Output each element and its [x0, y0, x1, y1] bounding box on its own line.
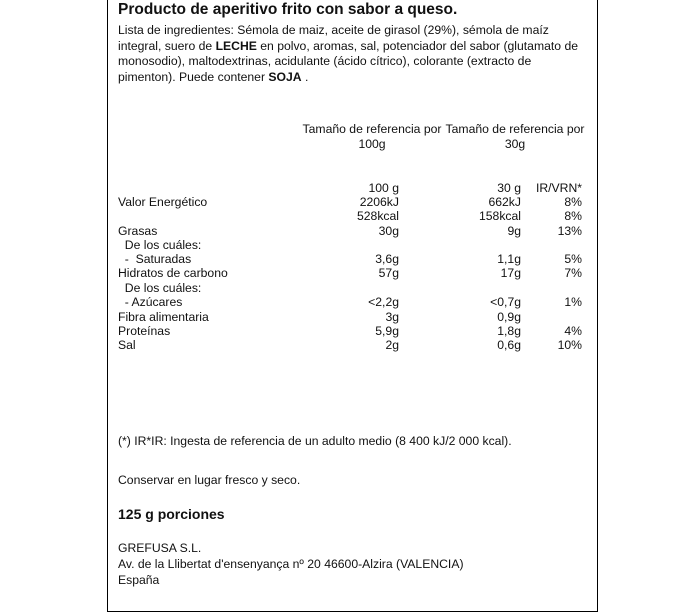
ir-percent: 7%: [564, 266, 582, 280]
ingredients-text: .: [301, 69, 309, 84]
value-per-100g: 30g: [378, 224, 399, 238]
table-row: [0, 295, 700, 310]
value-per-30g: 158kcal: [478, 209, 521, 223]
table-row: [0, 195, 700, 210]
value-per-100g: 100 g: [368, 181, 399, 195]
value-per-100g: 2206kJ: [359, 195, 399, 209]
value-per-30g: <0,7g: [490, 295, 521, 309]
company-name: GREFUSA S.L.: [118, 541, 202, 555]
value-per-30g: 17g: [500, 266, 521, 280]
nutrient-label: Grasas: [118, 224, 158, 238]
nutrient-label: - Saturadas: [118, 252, 192, 266]
nutrient-label: Proteínas: [118, 324, 171, 338]
nutrient-label: De los cuáles:: [118, 238, 202, 252]
value-per-100g: <2,2g: [368, 295, 399, 309]
value-per-30g: 662kJ: [488, 195, 521, 209]
ir-percent: IR/VRN*: [535, 181, 582, 195]
nutrient-label: Hidratos de carbono: [118, 266, 228, 280]
nutrient-label: - Azúcares: [118, 295, 183, 309]
column-header-30g: [444, 122, 586, 152]
value-per-100g: 528kcal: [356, 209, 399, 223]
company-address: Av. de la Llibertat d'ensenyança nº 20 46600-Alzira (VALENCIA): [118, 557, 464, 571]
table-row: [0, 238, 700, 253]
table-row: [0, 252, 700, 267]
value-per-30g: 0,9g: [497, 310, 521, 324]
value-per-30g: 1,8g: [497, 324, 521, 338]
nutrient-label: De los cuáles:: [118, 281, 202, 295]
table-row: [0, 281, 700, 296]
storage-instructions: Conservar en lugar fresco y seco.: [118, 473, 301, 487]
table-row: [0, 338, 700, 353]
ir-percent: 10%: [557, 338, 582, 352]
ir-percent: 13%: [557, 224, 582, 238]
ir-percent: 8%: [564, 195, 582, 209]
column-header-30g-line2: 30g: [504, 137, 526, 151]
value-per-100g: 57g: [378, 266, 399, 280]
column-header-100g: [302, 122, 442, 152]
portions: 125 g porciones: [118, 506, 225, 522]
ingredients-list: [118, 23, 588, 85]
table-row: [0, 209, 700, 224]
value-per-100g: 3g: [385, 310, 399, 324]
value-per-100g: 5,9g: [375, 324, 399, 338]
value-per-30g: 0,6g: [497, 338, 521, 352]
ingredients-text: Lista de ingredientes: Sémola de maiz, aceite de girasol (29%), sémola de maíz integral, suero de: [118, 23, 549, 53]
ingredients-text: en polvo, aromas, sal, potenciador del sabor (glutamato de monosodio), maltodextrinas, acidulante (ácido cítrico), colorante (extracto de pimenton). Puede contener: [118, 38, 578, 84]
allergen-milk: LECHE: [215, 38, 257, 53]
table-row: [0, 324, 700, 339]
ir-percent: 1%: [564, 295, 582, 309]
nutrient-label: Sal: [118, 338, 136, 352]
value-per-30g: 1,1g: [497, 252, 521, 266]
company-country: España: [118, 573, 160, 587]
column-header-30g-line1: Tamaño de referencia por: [445, 122, 585, 136]
value-per-100g: 3,6g: [375, 252, 399, 266]
table-row: [0, 224, 700, 239]
value-per-30g: 9g: [507, 224, 521, 238]
column-header-100g-line2: 100g: [358, 137, 386, 151]
allergen-soy: SOJA: [268, 69, 302, 84]
ir-percent: 5%: [564, 252, 582, 266]
value-per-30g: 30 g: [497, 181, 521, 195]
table-row: [0, 181, 700, 196]
product-title: Producto de aperitivo frito con sabor a queso.: [118, 1, 458, 18]
value-per-100g: 2g: [385, 338, 399, 352]
nutrient-label: Fibra alimentaria: [118, 310, 209, 324]
table-row: [0, 310, 700, 325]
column-header-100g-line1: Tamaño de referencia por: [302, 122, 442, 136]
footnote: (*) IR*IR: Ingesta de referencia de un adulto medio (8 400 kJ/2 000 kcal).: [118, 434, 512, 448]
ir-percent: 8%: [564, 209, 582, 223]
table-row: [0, 266, 700, 281]
ir-percent: 4%: [564, 324, 582, 338]
nutrient-label: Valor Energético: [118, 195, 208, 209]
